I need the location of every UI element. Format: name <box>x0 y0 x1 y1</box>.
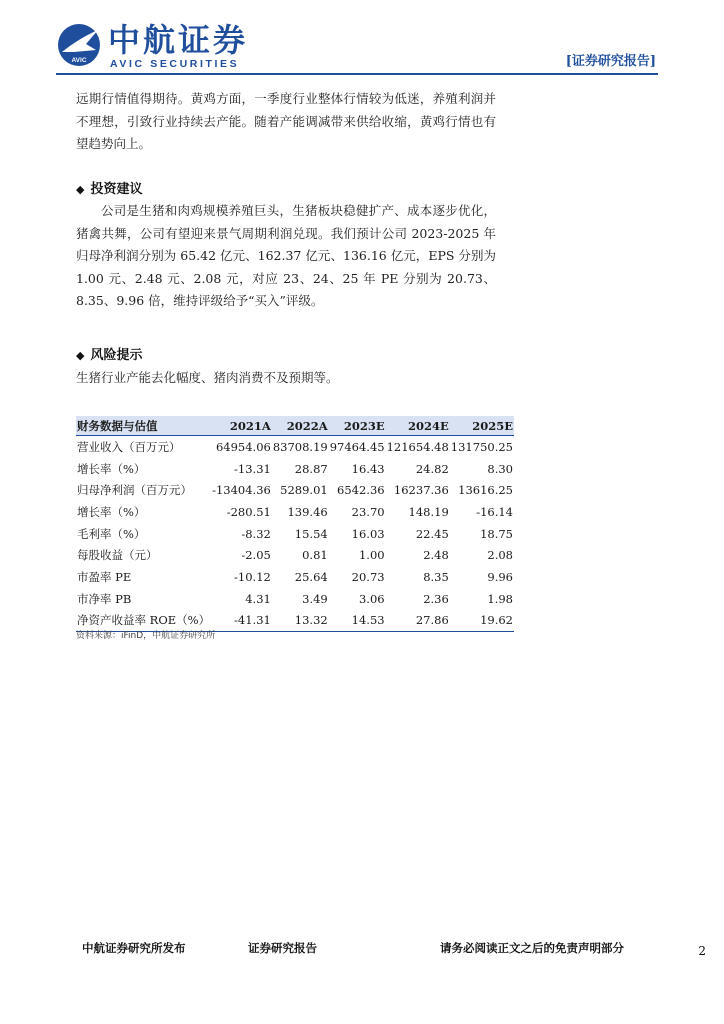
table-cell: 3.06 <box>358 591 385 606</box>
avic-plane-logo-icon <box>56 22 102 68</box>
table-cell: 15.54 <box>294 526 328 541</box>
table-row <box>76 588 514 610</box>
table-cell: 2.48 <box>423 548 449 563</box>
table-cell: 14.53 <box>329 610 386 632</box>
table-source-note: 资料来源：iFinD，中航证券研究所 <box>76 631 216 641</box>
column-header: 2023E <box>329 416 386 436</box>
column-header: 2024E <box>386 416 450 436</box>
table-cell: 121654.48 <box>386 439 449 454</box>
table-cell: -13404.36 <box>212 483 271 498</box>
table-cell: -41.31 <box>211 610 272 632</box>
table-cell: 16.03 <box>351 526 385 541</box>
logo-badge-text: AVIC <box>71 57 87 64</box>
intro-paragraph: 远期行情值得期待。黄鸡方面，一季度行业整体行情较为低迷，养殖利润并不理想，引致行业持续去产能。随着产能调减带来供给收缩，黄鸡行情也有望趋势向上。 <box>76 91 496 151</box>
risk-heading-text: 风险提示 <box>90 348 143 363</box>
table-cell: -8.32 <box>241 526 271 541</box>
table-row <box>76 436 514 458</box>
row-label: 归母净利润（百万元） <box>77 483 192 498</box>
table-cell: -13.31 <box>234 461 271 476</box>
table-cell: 16237.36 <box>393 483 449 498</box>
table-cell: 22.45 <box>415 526 449 541</box>
table-row <box>76 501 514 523</box>
footer-publisher: 中航证券研究所发布 <box>82 941 186 955</box>
table-cell: 83708.19 <box>272 439 328 454</box>
footer-report-type: 证券研究报告 <box>248 941 317 955</box>
table-row <box>76 523 514 545</box>
report-type-tag: [证券研究报告] <box>565 54 656 69</box>
row-label: 市净率 PB <box>77 591 132 606</box>
investment-heading <box>76 178 142 197</box>
row-label: 市盈率 PE <box>77 569 132 584</box>
table-cell: 18.75 <box>480 526 513 541</box>
table-cell: 139.46 <box>287 504 328 519</box>
table-header-row <box>76 416 514 436</box>
row-label: 增长率（%） <box>77 504 146 519</box>
table-cell: 8.35 <box>423 569 449 584</box>
table-cell: 16.43 <box>351 461 385 476</box>
row-label: 营业收入（百万元） <box>77 439 181 454</box>
row-label: 每股收益（元） <box>77 548 158 563</box>
logo-chinese-name: 中航证券 <box>108 21 249 59</box>
table-cell: 2.36 <box>423 591 449 606</box>
risk-paragraph: 生猪行业产能去化幅度、猪肉消费不及预期等。 <box>76 370 339 385</box>
diamond-bullet-icon: ◆ <box>76 183 85 196</box>
diamond-bullet-icon: ◆ <box>76 349 85 362</box>
avic-logo <box>56 20 256 72</box>
table-cell: 8.30 <box>487 461 513 476</box>
table-cell: 1.00 <box>358 548 385 563</box>
header-divider <box>56 73 658 75</box>
table-cell: 2.08 <box>487 548 513 563</box>
logo-english-name: AVIC SECURITIES <box>110 58 240 70</box>
table-cell: 13.32 <box>272 610 329 632</box>
column-header: 2022A <box>272 416 329 436</box>
table-cell: 25.64 <box>294 569 328 584</box>
risk-heading <box>76 344 142 363</box>
table-cell: 27.86 <box>386 610 450 632</box>
table-cell: 97464.45 <box>329 439 385 454</box>
table-cell: -280.51 <box>226 504 271 519</box>
table-cell: 3.49 <box>302 591 328 606</box>
table-cell: -16.14 <box>476 504 513 519</box>
row-label: 净资产收益率 ROE（%） <box>76 610 211 632</box>
table-cell: 4.31 <box>245 591 271 606</box>
table-cell: -2.05 <box>241 548 271 563</box>
table-cell: 9.96 <box>487 569 513 584</box>
table-title: 财务数据与估值 <box>76 416 211 436</box>
investment-heading-text: 投资建议 <box>90 182 143 197</box>
financial-data-table <box>76 416 514 632</box>
table-cell: 23.70 <box>351 504 385 519</box>
table-row <box>76 479 514 501</box>
table-cell: 0.81 <box>302 548 328 563</box>
footer-disclaimer: 请务必阅读正文之后的免责声明部分 <box>440 941 624 955</box>
row-label: 增长率（%） <box>77 461 146 476</box>
table-cell: 20.73 <box>351 569 385 584</box>
table-cell: 64954.06 <box>215 439 271 454</box>
column-header: 2021A <box>211 416 272 436</box>
table-cell: 24.82 <box>415 461 449 476</box>
row-label: 毛利率（%） <box>77 526 146 541</box>
table-cell: 5289.01 <box>280 483 328 498</box>
table-row <box>76 458 514 480</box>
table-cell: 19.62 <box>450 610 514 632</box>
investment-paragraph: 公司是生猪和肉鸡规模养殖巨头，生猪板块稳健扩产、成本逐步优化，猪禽共舞，公司有望迎来景气周期利润兑现。我们预计公司 2023-2025 年归母净利润分别为 65.42 亿元、162.37 亿元、136.16 亿元，EPS 分别为 1.00 元、2.48 元、2.08 元，对应 23、24、25 年 PE 分别为 20.73、8.35、9.96 倍，维持评级给予“买入”评级。 <box>76 203 496 308</box>
table-row <box>76 544 514 566</box>
column-header: 2025E <box>450 416 514 436</box>
table-cell: 131750.25 <box>450 439 513 454</box>
table-cell: 1.98 <box>487 591 513 606</box>
table-cell: 13616.25 <box>458 483 513 498</box>
table-cell: 28.87 <box>294 461 328 476</box>
table-cell: 6542.36 <box>337 483 385 498</box>
table-row <box>76 566 514 588</box>
page-number: 2 <box>698 944 706 958</box>
table-cell: -10.12 <box>234 569 271 584</box>
table-cell: 148.19 <box>408 504 449 519</box>
